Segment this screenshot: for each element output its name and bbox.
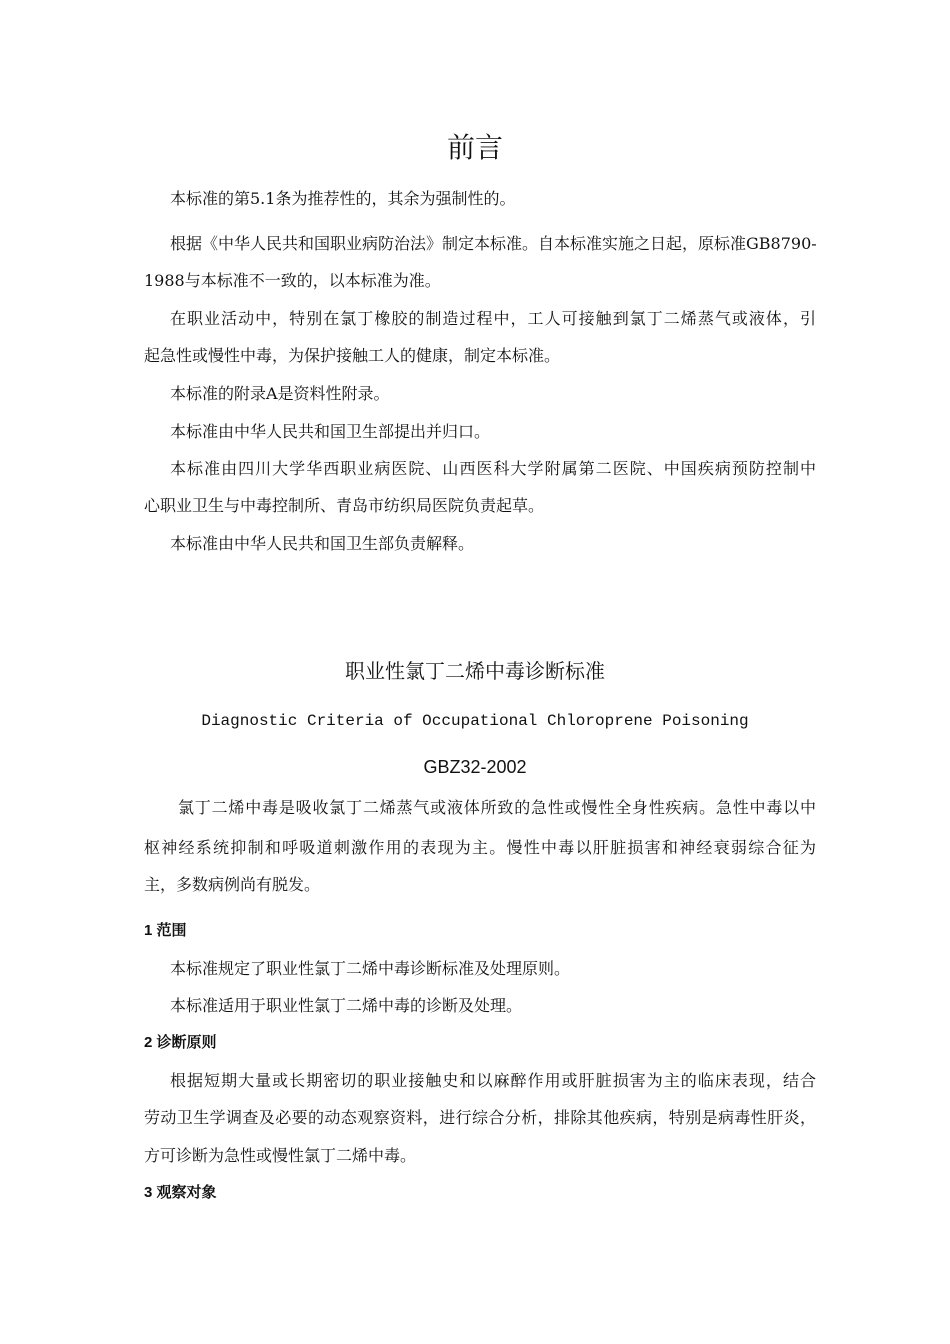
section-heading: 3 观察对象 xyxy=(144,1184,217,1201)
foreword-paragraph: 本标准的第5.1条为推荐性的，其余为强制性的。 xyxy=(170,189,516,208)
section-paragraph: 方可诊断为急性或慢性氯丁二烯中毒。 xyxy=(144,1146,417,1165)
foreword-paragraph: 1988与本标准不一致的，以本标准为准。 xyxy=(144,271,441,290)
foreword-title: 前言 xyxy=(446,131,503,164)
foreword-paragraph: 起急性或慢性中毒，为保护接触工人的健康，制定本标准。 xyxy=(144,346,561,365)
foreword-paragraph: 本标准由中华人民共和国卫生部提出并归口。 xyxy=(170,422,491,441)
standard-title: 职业性氯丁二烯中毒诊断标准 xyxy=(345,659,605,683)
section-heading: 2 诊断原则 xyxy=(144,1034,217,1051)
section-paragraph: 根据短期大量或长期密切的职业接触史和以麻醉作用或肝脏损害为主的临床表现，结合 xyxy=(170,1071,816,1090)
intro-paragraph: 枢神经系统抑制和呼吸道刺激作用的表现为主。慢性中毒以肝脏损害和神经衰弱综合征为 xyxy=(144,838,816,857)
foreword-paragraph: 心职业卫生与中毒控制所、青岛市纺织局医院负责起草。 xyxy=(144,496,545,515)
section-paragraph: 本标准适用于职业性氯丁二烯中毒的诊断及处理。 xyxy=(170,996,523,1015)
intro-paragraph: 主，多数病例尚有脱发。 xyxy=(144,875,321,894)
section-heading: 1 范围 xyxy=(144,922,187,939)
standard-english-title: Diagnostic Criteria of Occupational Chloroprene Poisoning xyxy=(201,712,749,730)
foreword-paragraph: 本标准的附录A是资料性附录。 xyxy=(170,384,390,403)
foreword-paragraph: 在职业活动中，特别在氯丁橡胶的制造过程中，工人可接触到氯丁二烯蒸气或液体，引 xyxy=(170,309,816,328)
foreword-paragraph: 本标准由四川大学华西职业病医院、山西医科大学附属第二医院、中国疾病预防控制中 xyxy=(170,459,816,478)
section-paragraph: 劳动卫生学调查及必要的动态观察资料，进行综合分析，排除其他疾病，特别是病毒性肝炎， xyxy=(144,1108,816,1127)
foreword-paragraph: 根据《中华人民共和国职业病防治法》制定本标准。自本标准实施之日起，原标准GB8790- xyxy=(170,234,817,253)
intro-paragraph: 氯丁二烯中毒是吸收氯丁二烯蒸气或液体所致的急性或慢性全身性疾病。急性中毒以中 xyxy=(178,798,816,817)
section-paragraph: 本标准规定了职业性氯丁二烯中毒诊断标准及处理原则。 xyxy=(170,959,571,978)
standard-code: GBZ32-2002 xyxy=(423,757,527,777)
foreword-paragraph: 本标准由中华人民共和国卫生部负责解释。 xyxy=(170,534,475,553)
